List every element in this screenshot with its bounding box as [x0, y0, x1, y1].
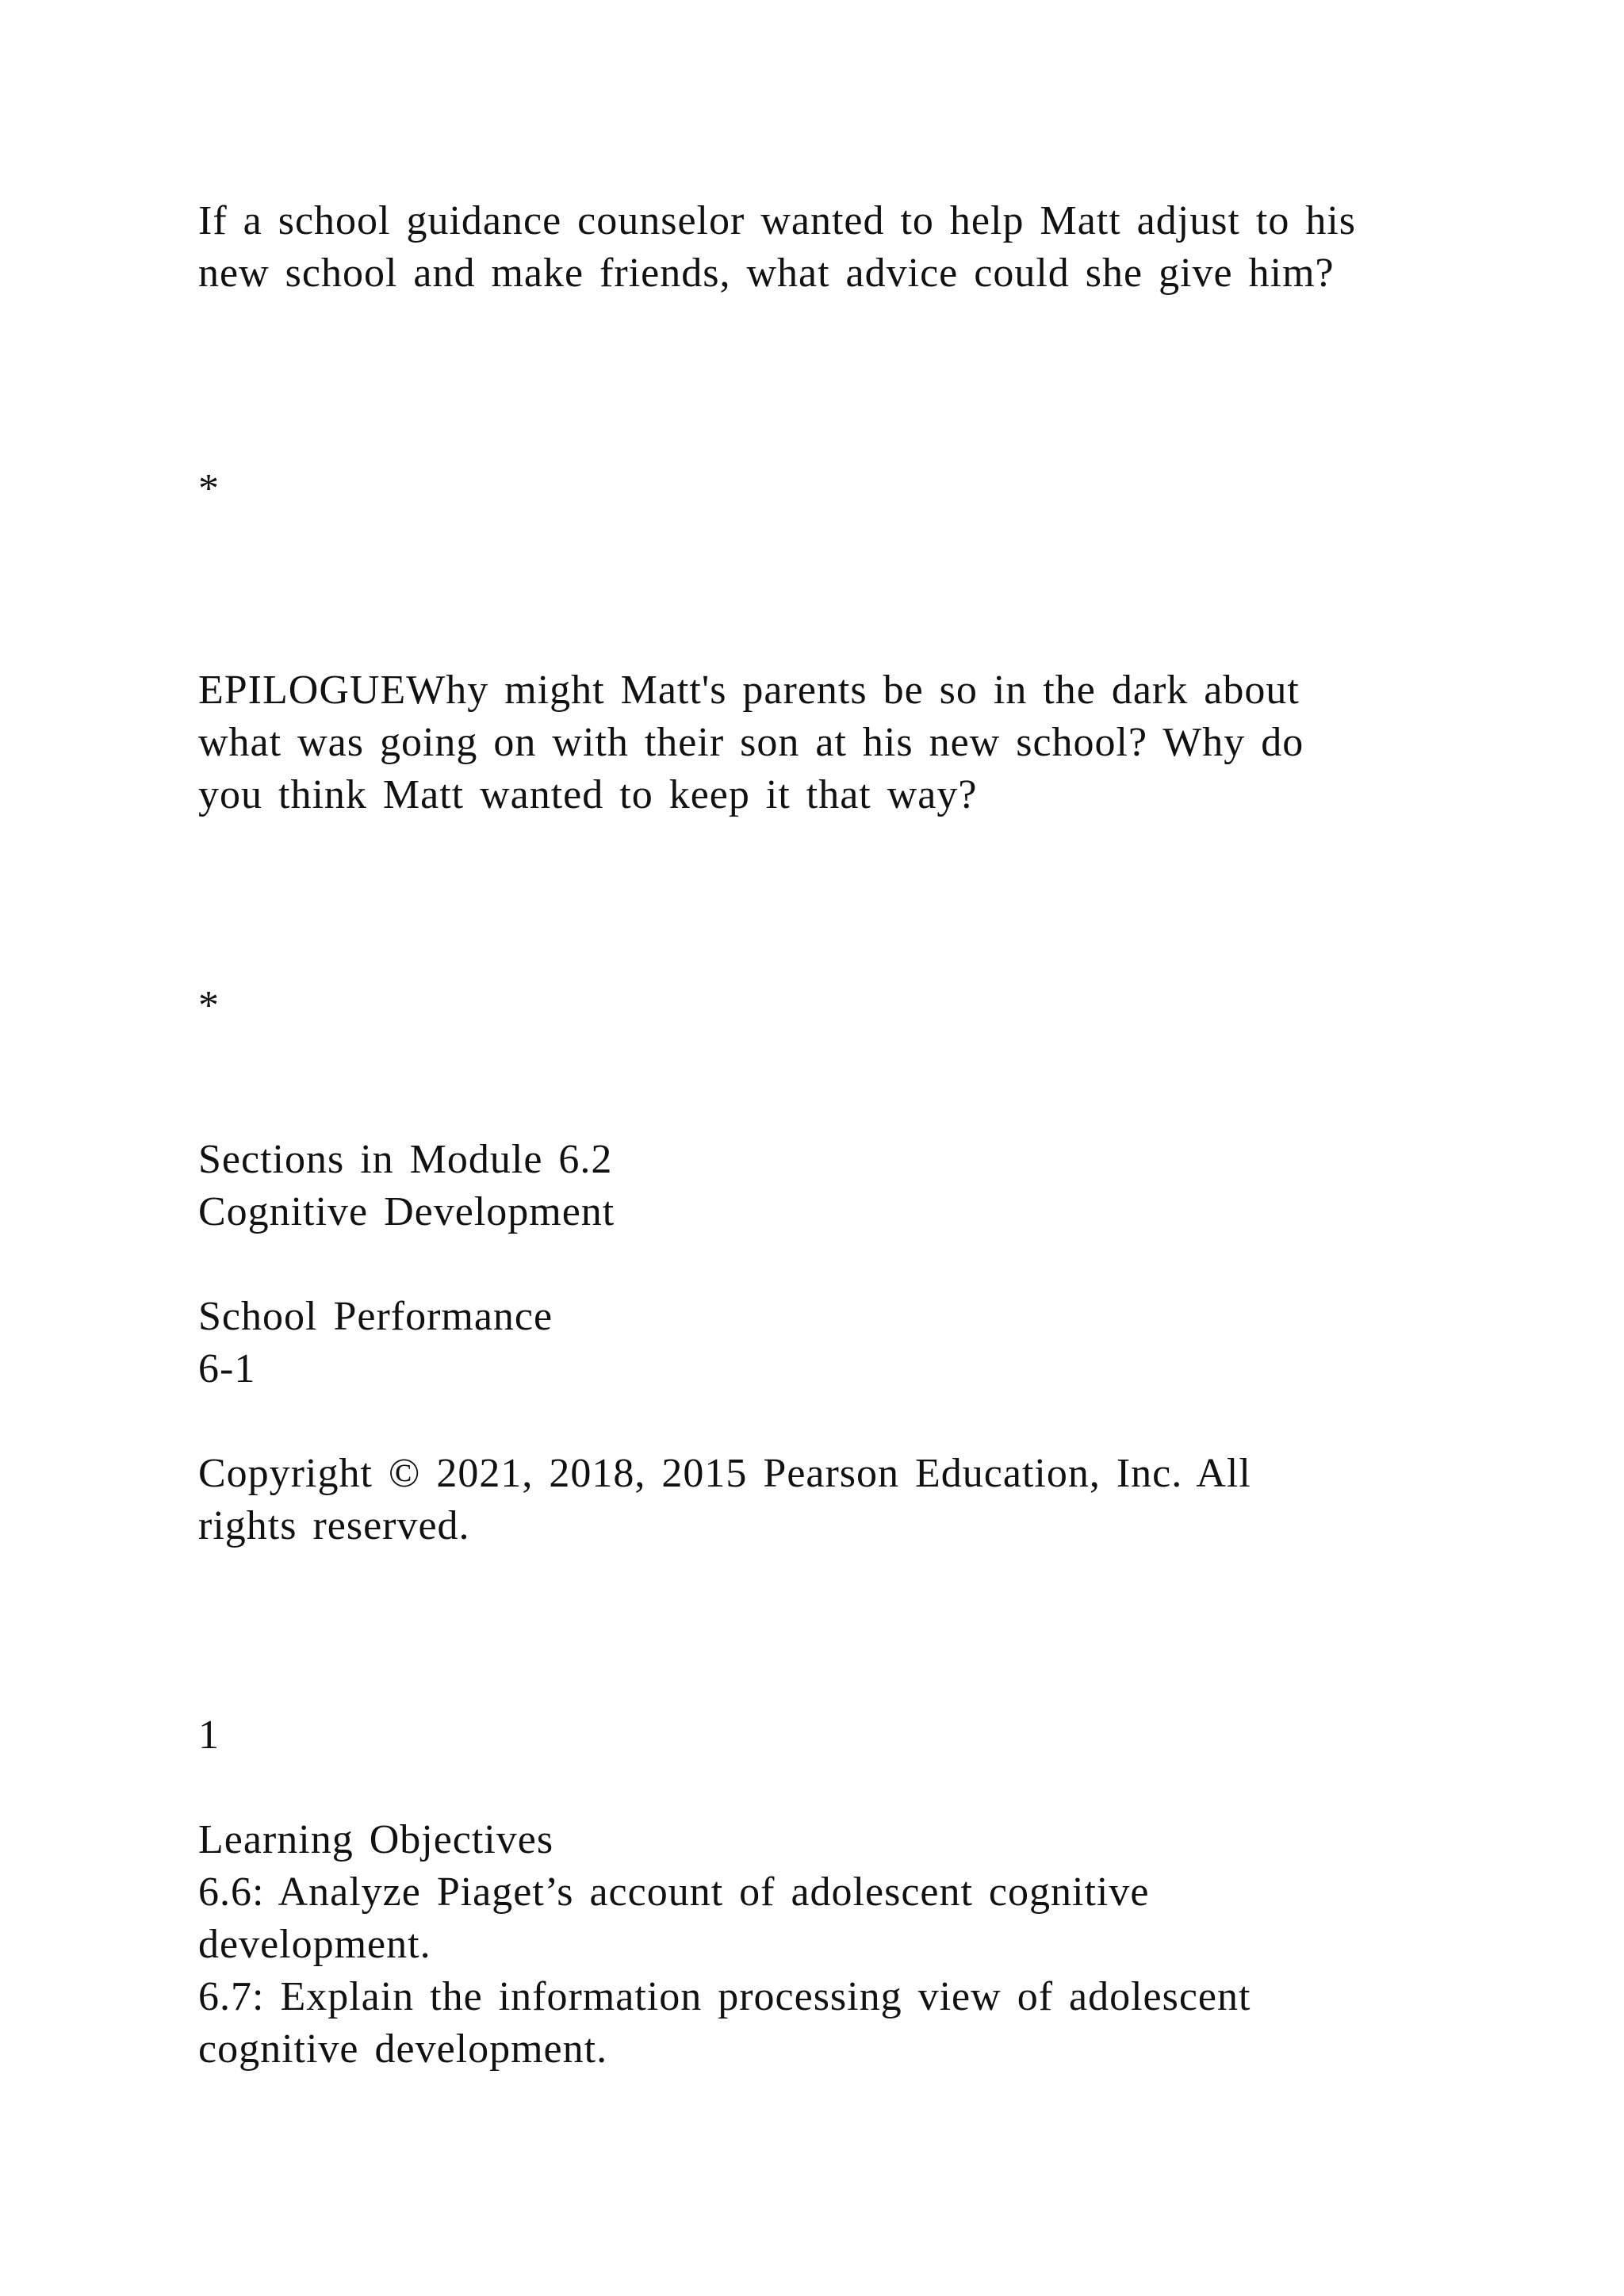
copyright-line-1: Copyright © 2021, 2018, 2015 Pearson Education, Inc. All — [198, 1451, 1251, 1496]
objective-line: 6.7: Explain the information processing view of adolescent — [198, 1974, 1251, 2019]
separator-asterisk-2: * — [198, 983, 220, 1028]
objective-line: cognitive development. — [198, 2026, 608, 2072]
copyright-line-2: rights reserved. — [198, 1503, 470, 1548]
epilogue-line-1: EPILOGUEWhy might Matt's parents be so in the dark about — [198, 668, 1300, 713]
sections-heading: Sections in Module 6.2 — [198, 1137, 613, 1182]
question-line-2: new school and make friends, what advice could she give him? — [198, 251, 1335, 296]
objective-line: development. — [198, 1922, 431, 1967]
epilogue-line-2: what was going on with their son at his new school? Why do — [198, 720, 1304, 765]
section-item-school-performance: School Performance — [198, 1294, 553, 1339]
page-number: 1 — [198, 1712, 220, 1758]
question-line-1: If a school guidance counselor wanted to help Matt adjust to his — [198, 198, 1357, 243]
objective-line: 6.6: Analyze Piaget’s account of adolescent cognitive — [198, 1869, 1150, 1915]
objectives-heading: Learning Objectives — [198, 1817, 554, 1862]
epilogue-line-3: you think Matt wanted to keep it that way? — [198, 772, 978, 817]
section-code: 6-1 — [198, 1346, 256, 1391]
section-item-cognitive-development: Cognitive Development — [198, 1189, 615, 1234]
separator-asterisk-1: * — [198, 466, 220, 511]
